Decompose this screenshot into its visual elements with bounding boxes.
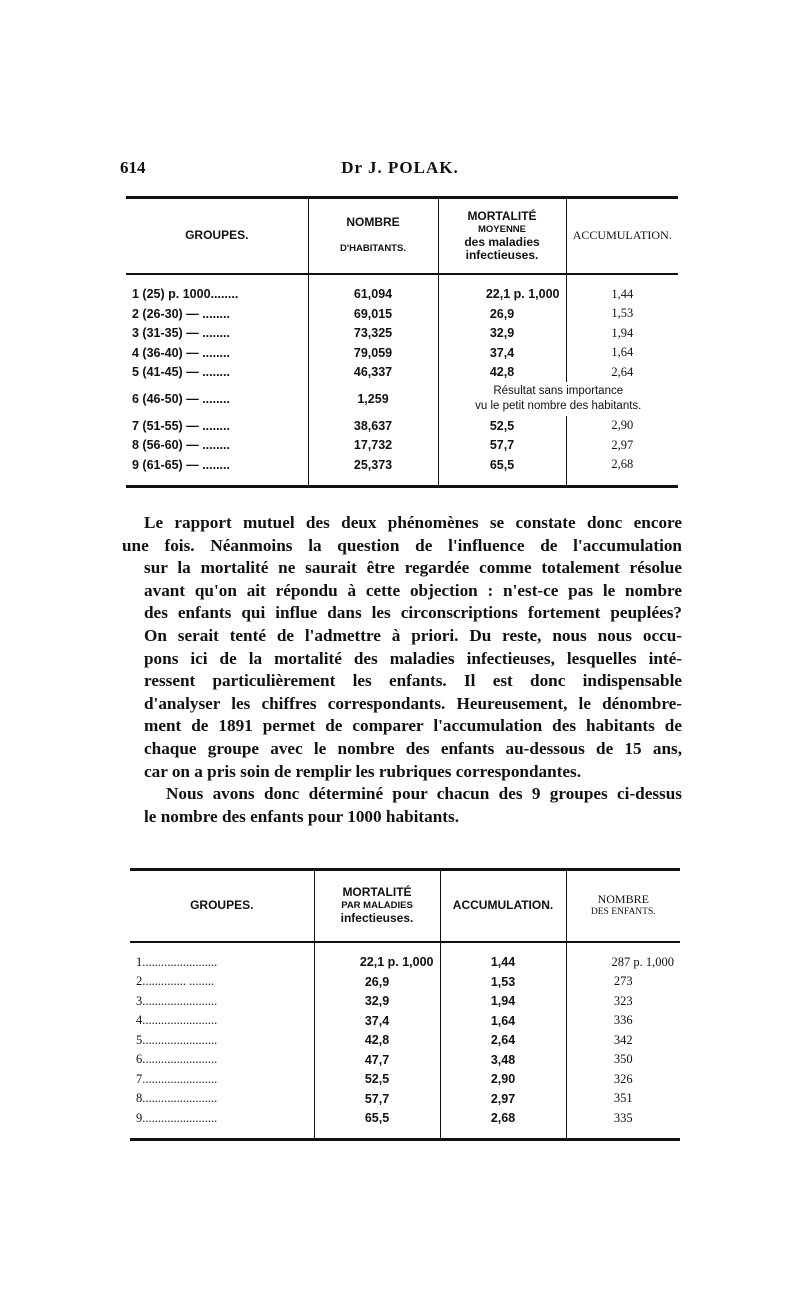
col-header-mortalite-line2: MOYENNE — [477, 223, 527, 235]
table-row — [126, 363, 678, 383]
text-line: pons ici de la mortalité des maladies infectieuses, lesquelles inté- — [144, 648, 682, 668]
mortalite-cell: 26,9 — [438, 304, 566, 324]
group-label: 1........................ — [136, 954, 218, 969]
body-text — [122, 512, 682, 828]
col-header-mortalite-line3: des maladies — [464, 234, 540, 249]
col-header-nombre-line2: D'HABITANTS. — [340, 243, 406, 255]
table-row — [126, 416, 678, 436]
habitants-cell: 46,337 — [308, 363, 438, 383]
group-label: 6 (46-50) — [132, 392, 183, 406]
mortalite-cell: 32,9 — [438, 324, 566, 344]
table-row — [126, 304, 678, 324]
group-label: 3 (31-35) — [132, 326, 183, 341]
mortalite-cell: 65,5 — [314, 1109, 440, 1129]
group-range: — ........ — [186, 392, 230, 406]
group-label: 5........................ — [136, 1032, 218, 1047]
table-row — [130, 1050, 680, 1070]
accumulation-cell: 1,94 — [440, 992, 566, 1012]
accumulation-cell: 2,90 — [566, 416, 678, 436]
accumulation-cell: 1,53 — [440, 972, 566, 992]
text-line: On serait tenté de l'admettre à priori. Du reste, nous nous occu- — [144, 625, 682, 645]
col-header-groupes: GROUPES. — [130, 870, 314, 942]
text-line: d'analyser les chiffres correspondants. Heureusement, le dénombre- — [144, 693, 682, 713]
table-row — [130, 1011, 680, 1031]
enfants-cell: 273 — [566, 972, 680, 992]
accumulation-cell: 2,68 — [566, 455, 678, 475]
habitants-cell: 25,373 — [308, 455, 438, 475]
group-label: 7........................ — [136, 1071, 218, 1086]
table-row — [130, 1070, 680, 1090]
col-header-accumulation: ACCUMULATION. — [440, 870, 566, 942]
mortalite-cell: 22,1 p. 1,000 — [314, 953, 440, 973]
col-header-mortalite — [314, 870, 440, 942]
accumulation-cell: 2,97 — [440, 1089, 566, 1109]
group-label: 7 (51-55) — [132, 418, 183, 433]
page-header — [120, 158, 680, 182]
group-label: 2 (26-30) — [132, 306, 183, 321]
mortalite-cell: 32,9 — [314, 992, 440, 1012]
text-line: ressent particulièrement les enfants. Il est donc indispensable — [144, 671, 682, 691]
accumulation-cell: 3,48 — [440, 1050, 566, 1070]
text-line: avant qu'on ait répondu à cette objection : n'est-ce pas le nombre — [144, 580, 682, 600]
text-line: chaque groupe avec le nombre des enfants au-dessous de 15 ans, — [144, 738, 682, 758]
col-header-enfants-line2: DES ENFANTS. — [590, 906, 656, 917]
group-label: 4 (36-40) — [132, 345, 183, 360]
accumulation-cell: 2,97 — [566, 436, 678, 456]
enfants-cell: 326 — [566, 1070, 680, 1090]
group-label: 1 (25) — [132, 287, 165, 302]
enfants-cell: 351 — [566, 1089, 680, 1109]
note-cell — [438, 382, 678, 416]
mortalite-cell: 52,5 — [314, 1070, 440, 1090]
habitants-cell: 79,059 — [308, 343, 438, 363]
table-row — [130, 992, 680, 1012]
col-header-nombre-line1: NOMBRE — [346, 215, 400, 230]
enfants-cell: 336 — [566, 1011, 680, 1031]
mortalite-cell: 37,4 — [314, 1011, 440, 1031]
habitants-cell: 38,637 — [308, 416, 438, 436]
group-label: 4........................ — [136, 1013, 218, 1028]
col-header-mortalite-line4: infectieuses. — [465, 247, 539, 262]
mortalite-cell: 26,9 — [314, 972, 440, 992]
accumulation-cell: 2,64 — [440, 1031, 566, 1051]
col-header-mortalite-line2: PAR MALADIES — [341, 900, 413, 912]
text-line: une fois. Néanmoins la question de l'influence de l'accumulation — [122, 535, 682, 555]
page-number: 614 — [120, 158, 146, 177]
table-row — [126, 285, 678, 305]
table-row — [126, 436, 678, 456]
table-groups-children — [130, 868, 680, 1141]
accumulation-cell: 1,44 — [440, 953, 566, 973]
habitants-cell: 61,094 — [308, 285, 438, 305]
col-header-mortalite-line3: infectieuses. — [340, 911, 414, 926]
enfants-cell: 287 p. 1,000 — [566, 953, 680, 973]
group-label: 8 (56-60) — [132, 438, 183, 453]
table-row — [130, 972, 680, 992]
group-label: 9 (61-65) — [132, 457, 183, 472]
accumulation-cell: 2,68 — [440, 1109, 566, 1129]
group-label: 3........................ — [136, 993, 218, 1008]
enfants-cell: 323 — [566, 992, 680, 1012]
accumulation-cell: 2,64 — [566, 363, 678, 383]
accumulation-cell: 2,90 — [440, 1070, 566, 1090]
text-line: le nombre des enfants pour 1000 habitants. — [144, 806, 459, 826]
col-header-mortalite-line1: MORTALITÉ — [342, 885, 412, 900]
group-range: — ........ — [186, 418, 230, 433]
table-row — [126, 382, 678, 416]
enfants-cell: 350 — [566, 1050, 680, 1070]
accumulation-cell: 1,94 — [566, 324, 678, 344]
mortalite-cell: 57,7 — [438, 436, 566, 456]
mortalite-cell: 52,5 — [438, 416, 566, 436]
accumulation-cell: 1,64 — [440, 1011, 566, 1031]
col-header-mortalite-line1: MORTALITÉ — [467, 208, 537, 223]
enfants-cell: 335 — [566, 1109, 680, 1129]
text-line: car on a pris soin de remplir les rubriques correspondantes. — [144, 761, 582, 781]
running-title: Dr J. POLAK. — [341, 158, 459, 177]
mortalite-cell: 65,5 — [438, 455, 566, 475]
col-header-mortalite — [438, 198, 566, 274]
mortalite-cell: 42,8 — [438, 363, 566, 383]
accumulation-cell: 1,44 — [566, 285, 678, 305]
table-groups-accumulation — [126, 196, 678, 488]
text-line: ment de 1891 permet de comparer l'accumulation des habitants de — [144, 716, 682, 736]
group-range: — ........ — [186, 306, 230, 321]
col-header-groupes: GROUPES. — [126, 198, 308, 274]
mortalite-cell: 57,7 — [314, 1089, 440, 1109]
text-line: sur la mortalité ne saurait être regardée comme totalement résolue — [144, 558, 682, 578]
note-line2: vu le petit nombre des habitants. — [475, 400, 642, 412]
col-header-accumulation: ACCUMULATION. — [566, 198, 678, 274]
habitants-cell: 1,259 — [308, 382, 438, 416]
enfants-cell: 342 — [566, 1031, 680, 1051]
group-range: — ........ — [186, 438, 230, 453]
table-row — [126, 343, 678, 363]
note-line1: Résultat sans importance — [493, 385, 624, 397]
habitants-cell: 69,015 — [308, 304, 438, 324]
group-label: 9........................ — [136, 1110, 218, 1125]
group-label: 6........................ — [136, 1052, 218, 1067]
table-row — [130, 1031, 680, 1051]
group-label: 2.............. ........ — [136, 974, 215, 989]
mortalite-cell: 37,4 — [438, 343, 566, 363]
group-label: 5 (41-45) — [132, 365, 183, 380]
accumulation-cell: 1,53 — [566, 304, 678, 324]
text-line: Le rapport mutuel des deux phénomènes se constate donc encore — [144, 513, 682, 532]
text-line: des enfants qui influe dans les circonscriptions fortement peuplées? — [144, 603, 682, 623]
group-range: — ........ — [186, 457, 230, 472]
group-range: p. 1000........ — [168, 287, 239, 302]
text-line: Nous avons donc déterminé pour chacun des 9 groupes ci-dessus — [166, 784, 682, 804]
col-header-enfants — [566, 870, 680, 942]
paragraph-2 — [122, 783, 682, 828]
mortalite-cell: 42,8 — [314, 1031, 440, 1051]
table-row — [130, 1089, 680, 1109]
habitants-cell: 73,325 — [308, 324, 438, 344]
mortalite-cell: 47,7 — [314, 1050, 440, 1070]
table-row — [130, 1109, 680, 1129]
mortalite-cell: 22,1 p. 1,000 — [438, 285, 566, 305]
table-row — [130, 953, 680, 973]
group-range: — ........ — [186, 345, 230, 360]
col-header-enfants-line1: NOMBRE — [597, 891, 649, 906]
habitants-cell: 17,732 — [308, 436, 438, 456]
col-header-nombre — [308, 198, 438, 274]
table-row — [126, 455, 678, 475]
accumulation-cell: 1,64 — [566, 343, 678, 363]
group-label: 8........................ — [136, 1091, 218, 1106]
group-range: — ........ — [186, 365, 230, 380]
paragraph-1 — [122, 512, 682, 783]
table-row — [126, 324, 678, 344]
group-range: — ........ — [186, 326, 230, 341]
